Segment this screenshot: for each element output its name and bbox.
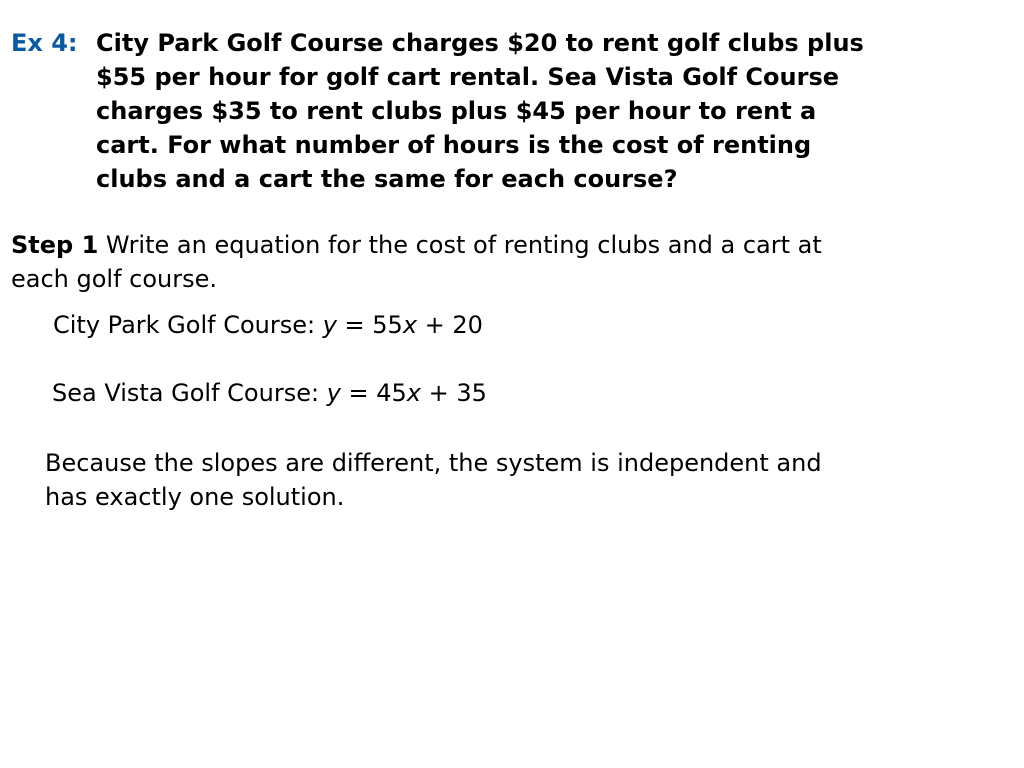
step-1-line-2: each golf course. xyxy=(11,265,218,293)
step-1 xyxy=(11,228,1011,296)
equation-city-var-x: x xyxy=(402,311,418,339)
equation-sea-var-x: x xyxy=(406,379,421,407)
equation-sea-suffix: + 35 xyxy=(421,379,487,407)
step-1-text: Write an equation for the cost of renting clubs and a cart at xyxy=(98,231,822,259)
problem-line: City Park Golf Course charges $20 to rent golf clubs plus xyxy=(96,29,864,57)
equation-sea-prefix: Sea Vista Golf Course: xyxy=(52,379,327,407)
equation-sea-vista xyxy=(52,376,487,410)
conclusion-line: has exactly one solution. xyxy=(45,483,345,511)
equation-sea-middle: = 45 xyxy=(340,379,407,407)
equation-city-middle: = 55 xyxy=(336,311,403,339)
problem-line: clubs and a cart the same for each course? xyxy=(96,165,678,193)
equation-sea-var-y: y xyxy=(326,379,341,407)
conclusion xyxy=(45,446,1005,514)
problem-line: charges $35 to rent clubs plus $45 per hour to rent a xyxy=(96,97,817,125)
step-1-label: Step 1 xyxy=(11,231,99,259)
problem-line: cart. For what number of hours is the cost of renting xyxy=(96,131,812,159)
step-1-line-1 xyxy=(11,228,1011,262)
example-label: Ex 4: xyxy=(11,29,78,57)
equation-city-suffix: + 20 xyxy=(417,311,483,339)
equation-city-park xyxy=(53,308,483,342)
conclusion-line: Because the slopes are different, the system is independent and xyxy=(45,449,822,477)
equation-city-prefix: City Park Golf Course: xyxy=(53,311,323,339)
problem-statement xyxy=(96,26,1016,196)
problem-line: $55 per hour for golf cart rental. Sea Vista Golf Course xyxy=(96,63,840,91)
equation-city-var-y: y xyxy=(322,311,337,339)
